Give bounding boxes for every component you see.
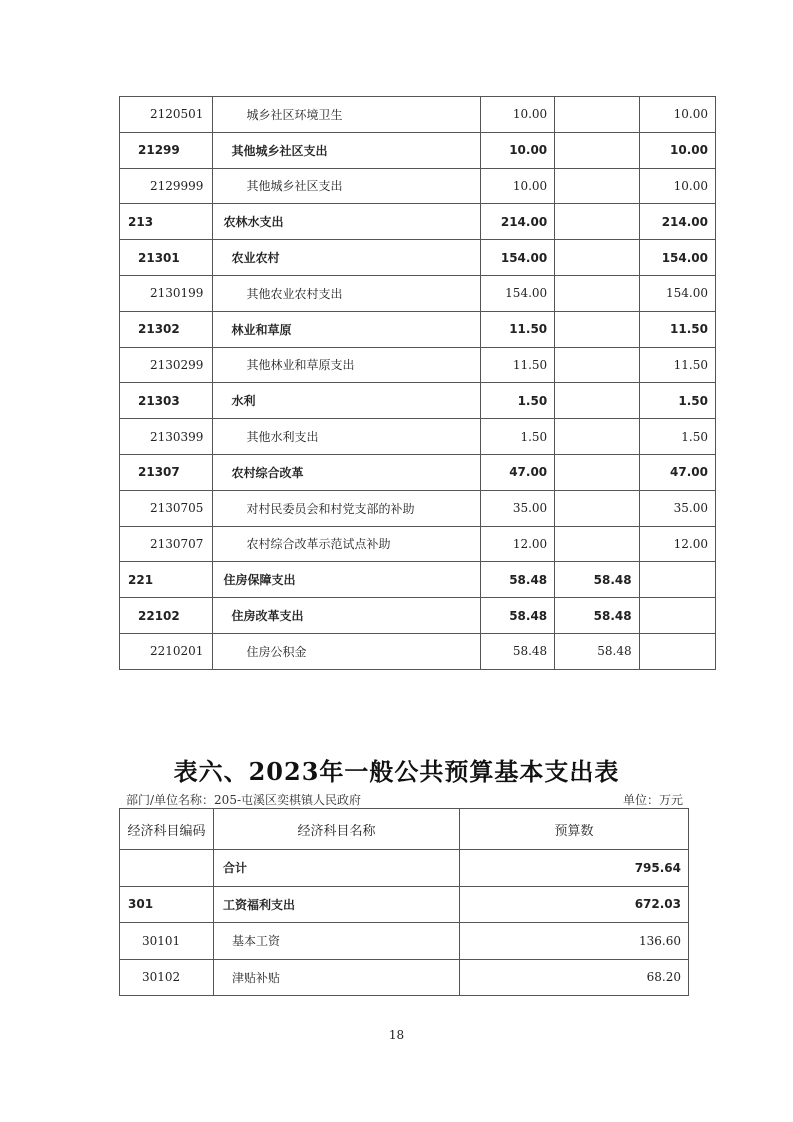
cell-name: 林业和草原 <box>213 311 480 347</box>
cell-project: 10.00 <box>639 132 715 168</box>
table-row <box>120 886 689 923</box>
cell-code: 21303 <box>120 383 213 419</box>
cell-total: 58.48 <box>480 562 554 598</box>
cell-total: 47.00 <box>480 454 554 490</box>
cell-basic <box>555 275 639 311</box>
cell-basic: 58.48 <box>555 633 639 669</box>
cell-budget: 136.60 <box>460 923 689 960</box>
cell-name: 其他水利支出 <box>213 419 480 455</box>
cell-code: 2129999 <box>120 168 213 204</box>
table-row <box>120 311 716 347</box>
cell-project: 154.00 <box>639 275 715 311</box>
cell-name: 其他林业和草原支出 <box>213 347 480 383</box>
cell-basic <box>555 168 639 204</box>
cell-econ-code <box>120 850 214 887</box>
cell-code: 21302 <box>120 311 213 347</box>
table-header-row <box>120 809 689 850</box>
cell-code: 221 <box>120 562 213 598</box>
cell-name: 农业农村 <box>213 240 480 276</box>
table-row <box>120 275 716 311</box>
cell-project <box>639 633 715 669</box>
cell-basic: 58.48 <box>555 562 639 598</box>
cell-name: 农村综合改革示范试点补助 <box>213 526 480 562</box>
cell-project: 11.50 <box>639 347 715 383</box>
cell-basic <box>555 97 639 133</box>
table-row <box>120 526 716 562</box>
cell-name: 其他农业农村支出 <box>213 275 480 311</box>
cell-code: 213 <box>120 204 213 240</box>
cell-project: 1.50 <box>639 383 715 419</box>
cell-project: 214.00 <box>639 204 715 240</box>
header-econ-code: 经济科目编码 <box>120 809 214 850</box>
table-row <box>120 347 716 383</box>
table-row <box>120 850 689 887</box>
cell-total: 35.00 <box>480 490 554 526</box>
cell-econ-name: 合计 <box>214 850 460 887</box>
cell-code: 2130707 <box>120 526 213 562</box>
cell-name: 对村民委员会和村党支部的补助 <box>213 490 480 526</box>
table-row <box>120 490 716 526</box>
table-row <box>120 633 716 669</box>
table-row <box>120 132 716 168</box>
cell-code: 21301 <box>120 240 213 276</box>
cell-total: 58.48 <box>480 598 554 634</box>
unit-label: 单位：万元 <box>622 793 683 807</box>
budget-table-continued <box>119 96 716 670</box>
department-label: 部门/单位名称：205-屯溪区奕棋镇人民政府 <box>126 793 362 807</box>
cell-name: 城乡社区环境卫生 <box>213 97 480 133</box>
table-row <box>120 598 716 634</box>
cell-project: 10.00 <box>639 97 715 133</box>
table-row <box>120 419 716 455</box>
table-title: 表六、2023年一般公共预算基本支出表 <box>173 757 620 786</box>
cell-project: 1.50 <box>639 419 715 455</box>
cell-project: 35.00 <box>639 490 715 526</box>
cell-basic: 58.48 <box>555 598 639 634</box>
page-number: 18 <box>388 1028 405 1042</box>
table-row <box>120 204 716 240</box>
cell-code: 21307 <box>120 454 213 490</box>
cell-total: 11.50 <box>480 347 554 383</box>
cell-econ-code: 30101 <box>120 923 214 960</box>
cell-project: 47.00 <box>639 454 715 490</box>
cell-econ-name: 工资福利支出 <box>214 886 460 923</box>
header-budget: 预算数 <box>460 809 689 850</box>
header-econ-name: 经济科目名称 <box>214 809 460 850</box>
cell-basic <box>555 454 639 490</box>
cell-project <box>639 598 715 634</box>
cell-budget: 795.64 <box>460 850 689 887</box>
cell-total: 214.00 <box>480 204 554 240</box>
cell-name: 住房公积金 <box>213 633 480 669</box>
cell-total: 10.00 <box>480 97 554 133</box>
cell-total: 1.50 <box>480 419 554 455</box>
cell-name: 其他城乡社区支出 <box>213 168 480 204</box>
cell-total: 58.48 <box>480 633 554 669</box>
table-row <box>120 959 689 996</box>
cell-basic <box>555 240 639 276</box>
cell-code: 22102 <box>120 598 213 634</box>
cell-basic <box>555 383 639 419</box>
cell-total: 154.00 <box>480 275 554 311</box>
cell-total: 154.00 <box>480 240 554 276</box>
cell-budget: 672.03 <box>460 886 689 923</box>
cell-project: 11.50 <box>639 311 715 347</box>
table-row <box>120 383 716 419</box>
cell-code: 2130199 <box>120 275 213 311</box>
cell-project: 154.00 <box>639 240 715 276</box>
cell-name: 其他城乡社区支出 <box>213 132 480 168</box>
table-row <box>120 97 716 133</box>
cell-econ-code: 301 <box>120 886 214 923</box>
cell-project: 12.00 <box>639 526 715 562</box>
table-row <box>120 454 716 490</box>
cell-name: 农村综合改革 <box>213 454 480 490</box>
cell-budget: 68.20 <box>460 959 689 996</box>
budget-table-body <box>120 97 716 670</box>
cell-econ-name: 津贴补贴 <box>214 959 460 996</box>
cell-total: 10.00 <box>480 168 554 204</box>
cell-basic <box>555 490 639 526</box>
table-row <box>120 240 716 276</box>
cell-name: 住房保障支出 <box>213 562 480 598</box>
cell-total: 10.00 <box>480 132 554 168</box>
cell-code: 2130705 <box>120 490 213 526</box>
cell-basic <box>555 204 639 240</box>
cell-project <box>639 562 715 598</box>
cell-basic <box>555 311 639 347</box>
cell-total: 1.50 <box>480 383 554 419</box>
cell-total: 11.50 <box>480 311 554 347</box>
cell-basic <box>555 419 639 455</box>
cell-total: 12.00 <box>480 526 554 562</box>
cell-name: 农林水支出 <box>213 204 480 240</box>
table-row <box>120 168 716 204</box>
cell-econ-code: 30102 <box>120 959 214 996</box>
cell-basic <box>555 347 639 383</box>
table-row <box>120 562 716 598</box>
cell-code: 2120501 <box>120 97 213 133</box>
cell-basic <box>555 132 639 168</box>
cell-project: 10.00 <box>639 168 715 204</box>
cell-name: 水利 <box>213 383 480 419</box>
cell-code: 2130299 <box>120 347 213 383</box>
cell-econ-name: 基本工资 <box>214 923 460 960</box>
cell-code: 2130399 <box>120 419 213 455</box>
table-row <box>120 923 689 960</box>
basic-expenditure-table <box>119 808 689 996</box>
cell-basic <box>555 526 639 562</box>
cell-code: 21299 <box>120 132 213 168</box>
cell-code: 2210201 <box>120 633 213 669</box>
cell-name: 住房改革支出 <box>213 598 480 634</box>
basic-expenditure-table-body <box>120 809 689 996</box>
